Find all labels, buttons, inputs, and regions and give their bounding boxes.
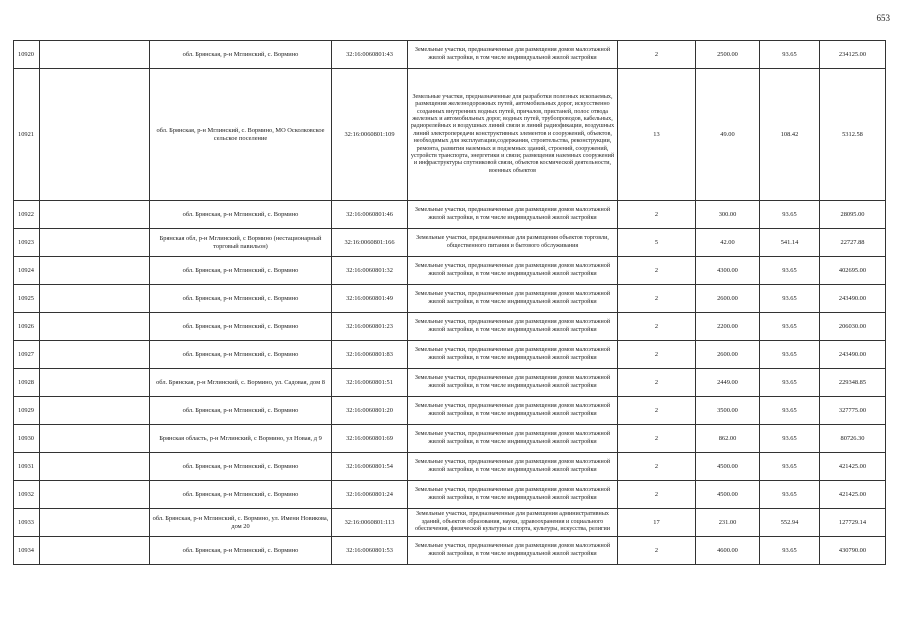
land-use-cell: Земельные участки, предназначенные для размещения домов малоэтажной жилой застройки, в том числе индивидуальной жилой застройки xyxy=(408,285,618,313)
table-row xyxy=(14,69,886,201)
cadastral-number-cell: 32:16:0060801:54 xyxy=(332,453,408,481)
table-row xyxy=(14,41,886,69)
table-row xyxy=(14,285,886,313)
group-code-cell: 2 xyxy=(618,453,696,481)
table-row xyxy=(14,453,886,481)
row-number: 10926 xyxy=(14,313,40,341)
specific-value-cell: 93.65 xyxy=(760,341,820,369)
blank-cell xyxy=(40,285,150,313)
table-row xyxy=(14,341,886,369)
row-number: 10934 xyxy=(14,537,40,565)
cadastral-value-cell: 80726.30 xyxy=(820,425,886,453)
specific-value-cell: 93.65 xyxy=(760,425,820,453)
land-use-cell: Земельные участки, предназначенные для размещения домов малоэтажной жилой застройки, в том числе индивидуальной жилой застройки xyxy=(408,425,618,453)
specific-value-cell: 93.65 xyxy=(760,41,820,69)
page-number: 653 xyxy=(876,13,890,23)
cadastral-number-cell: 32:16:0060801:49 xyxy=(332,285,408,313)
group-code-cell: 2 xyxy=(618,41,696,69)
cadastral-value-cell: 243490.00 xyxy=(820,341,886,369)
address-cell: Брянская обл, р-н Мглинский, с Вормино (нестационарный торговый павильон) xyxy=(150,229,332,257)
row-number: 10924 xyxy=(14,257,40,285)
table-row xyxy=(14,201,886,229)
land-use-cell: Земельные участки, предназначенные для разработки полезных ископаемых, размещения железнодорожных путей, автомобильных дорог, искусственно созданных внутренних водных путей, причалов, пристаней, полос отвода железных и автомобильных дорог, водных путей, трубопроводов, кабельных, радиорелейных и воздушных линий связи и линий радиофикации, воздушных линий электропередачи конструктивных элементов и сооружений, объектов, необходимых для эксплуатации,содержания, строительства, реконструкции, ремонта, развития наземных и подземных зданий, строений, сооружений, устройств транспорта, энергетики и связи; размещения наземных сооружений и инфраструктуры спутниковой связи, объектов космической деятельности, военных объектов xyxy=(408,69,618,201)
specific-value-cell: 93.65 xyxy=(760,481,820,509)
cadastral-number-cell: 32:16:0060801:51 xyxy=(332,369,408,397)
land-use-cell: Земельные участки, предназначенные для размещения объектов торговли, общественного питания и бытового обслуживания xyxy=(408,229,618,257)
area-cell: 2200.00 xyxy=(696,313,760,341)
cadastral-number-cell: 32:16:0060801:83 xyxy=(332,341,408,369)
row-number: 10920 xyxy=(14,41,40,69)
blank-cell xyxy=(40,481,150,509)
area-cell: 2449.00 xyxy=(696,369,760,397)
cadastral-value-cell: 127729.14 xyxy=(820,509,886,537)
cadastral-number-cell: 32:16:0060801:23 xyxy=(332,313,408,341)
blank-cell xyxy=(40,41,150,69)
group-code-cell: 2 xyxy=(618,201,696,229)
group-code-cell: 5 xyxy=(618,229,696,257)
table-row xyxy=(14,369,886,397)
land-use-cell: Земельные участки, предназначенные для размещения домов малоэтажной жилой застройки, в том числе индивидуальной жилой застройки xyxy=(408,257,618,285)
row-number: 10927 xyxy=(14,341,40,369)
address-cell: обл. Брянская, р-н Мглинский, с. Вормино xyxy=(150,201,332,229)
land-use-cell: Земельные участки, предназначенные для размещения домов малоэтажной жилой застройки, в том числе индивидуальной жилой застройки xyxy=(408,41,618,69)
land-use-cell: Земельные участки, предназначенные для размещения домов малоэтажной жилой застройки, в том числе индивидуальной жилой застройки xyxy=(408,201,618,229)
area-cell: 4300.00 xyxy=(696,257,760,285)
specific-value-cell: 552.94 xyxy=(760,509,820,537)
cadastral-value-cell: 421425.00 xyxy=(820,481,886,509)
cadastral-value-cell: 28095.00 xyxy=(820,201,886,229)
cadastral-value-cell: 402695.00 xyxy=(820,257,886,285)
cadastral-number-cell: 32:16:0060801:53 xyxy=(332,537,408,565)
blank-cell xyxy=(40,257,150,285)
address-cell: обл. Брянская, р-н Мглинский, с. Вормино xyxy=(150,41,332,69)
cadastral-value-cell: 327775.00 xyxy=(820,397,886,425)
land-use-cell: Земельные участки, предназначенные для размещения домов малоэтажной жилой застройки, в том числе индивидуальной жилой застройки xyxy=(408,537,618,565)
table-row xyxy=(14,257,886,285)
area-cell: 2500.00 xyxy=(696,41,760,69)
specific-value-cell: 93.65 xyxy=(760,201,820,229)
specific-value-cell: 93.65 xyxy=(760,257,820,285)
row-number: 10925 xyxy=(14,285,40,313)
cadastral-number-cell: 32:16:0060801:20 xyxy=(332,397,408,425)
cadastral-value-table xyxy=(13,40,886,565)
address-cell: обл. Брянская, р-н Мглинский, с. Вормино, ул. Имени Новикова, дом 20 xyxy=(150,509,332,537)
table-row xyxy=(14,537,886,565)
row-number: 10923 xyxy=(14,229,40,257)
blank-cell xyxy=(40,229,150,257)
group-code-cell: 2 xyxy=(618,257,696,285)
group-code-cell: 17 xyxy=(618,509,696,537)
specific-value-cell: 93.65 xyxy=(760,537,820,565)
group-code-cell: 2 xyxy=(618,537,696,565)
cadastral-number-cell: 32:16:0060801:69 xyxy=(332,425,408,453)
group-code-cell: 2 xyxy=(618,481,696,509)
blank-cell xyxy=(40,537,150,565)
cadastral-value-cell: 229348.85 xyxy=(820,369,886,397)
table-row xyxy=(14,481,886,509)
area-cell: 2600.00 xyxy=(696,341,760,369)
land-use-cell: Земельные участки, предназначенные для размещения административных зданий, объектов образования, науки, здравоохранения и социального обеспечения, физической культуры и спорта, культуры, искусства, религии xyxy=(408,509,618,537)
address-cell: обл. Брянская, р-н Мглинский, с. Вормино xyxy=(150,537,332,565)
cadastral-number-cell: 32:16:0060801:113 xyxy=(332,509,408,537)
specific-value-cell: 541.14 xyxy=(760,229,820,257)
cadastral-number-cell: 32:16:0060801:32 xyxy=(332,257,408,285)
blank-cell xyxy=(40,69,150,201)
address-cell: обл. Брянская, р-н Мглинский, с. Вормино xyxy=(150,481,332,509)
address-cell: обл. Брянская, р-н Мглинский, с. Вормино, МО Осколковское сельское поселение xyxy=(150,69,332,201)
land-use-cell: Земельные участки, предназначенные для размещения домов малоэтажной жилой застройки, в том числе индивидуальной жилой застройки xyxy=(408,369,618,397)
specific-value-cell: 93.65 xyxy=(760,369,820,397)
group-code-cell: 2 xyxy=(618,341,696,369)
cadastral-value-cell: 5312.58 xyxy=(820,69,886,201)
group-code-cell: 2 xyxy=(618,369,696,397)
cadastral-value-cell: 430790.00 xyxy=(820,537,886,565)
blank-cell xyxy=(40,509,150,537)
group-code-cell: 2 xyxy=(618,285,696,313)
cadastral-number-cell: 32:16:0060801:24 xyxy=(332,481,408,509)
address-cell: обл. Брянская, р-н Мглинский, с. Вормино xyxy=(150,453,332,481)
blank-cell xyxy=(40,341,150,369)
land-use-cell: Земельные участки, предназначенные для размещения домов малоэтажной жилой застройки, в том числе индивидуальной жилой застройки xyxy=(408,481,618,509)
cadastral-value-cell: 234125.00 xyxy=(820,41,886,69)
row-number: 10933 xyxy=(14,509,40,537)
table-row xyxy=(14,425,886,453)
address-cell: обл. Брянская, р-н Мглинский, с. Вормино xyxy=(150,313,332,341)
row-number: 10928 xyxy=(14,369,40,397)
land-use-cell: Земельные участки, предназначенные для размещения домов малоэтажной жилой застройки, в том числе индивидуальной жилой застройки xyxy=(408,397,618,425)
table-row xyxy=(14,397,886,425)
cadastral-number-cell: 32:16:0060801:166 xyxy=(332,229,408,257)
address-cell: обл. Брянская, р-н Мглинский, с. Вормино xyxy=(150,285,332,313)
land-use-cell: Земельные участки, предназначенные для размещения домов малоэтажной жилой застройки, в том числе индивидуальной жилой застройки xyxy=(408,341,618,369)
area-cell: 300.00 xyxy=(696,201,760,229)
cadastral-value-cell: 421425.00 xyxy=(820,453,886,481)
cadastral-number-cell: 32:16:0060801:43 xyxy=(332,41,408,69)
land-use-cell: Земельные участки, предназначенные для размещения домов малоэтажной жилой застройки, в том числе индивидуальной жилой застройки xyxy=(408,313,618,341)
address-cell: обл. Брянская, р-н Мглинский, с. Вормино xyxy=(150,257,332,285)
blank-cell xyxy=(40,201,150,229)
cadastral-value-cell: 243490.00 xyxy=(820,285,886,313)
blank-cell xyxy=(40,397,150,425)
specific-value-cell: 93.65 xyxy=(760,397,820,425)
group-code-cell: 2 xyxy=(618,425,696,453)
blank-cell xyxy=(40,453,150,481)
cadastral-value-cell: 22727.88 xyxy=(820,229,886,257)
address-cell: Брянская область, р-н Мглинский, с Вормино, ул Новая, д 9 xyxy=(150,425,332,453)
table-body xyxy=(14,41,886,565)
area-cell: 42.00 xyxy=(696,229,760,257)
area-cell: 862.00 xyxy=(696,425,760,453)
cadastral-number-cell: 32:16:0060801:109 xyxy=(332,69,408,201)
specific-value-cell: 108.42 xyxy=(760,69,820,201)
area-cell: 231.00 xyxy=(696,509,760,537)
area-cell: 2600.00 xyxy=(696,285,760,313)
blank-cell xyxy=(40,313,150,341)
table-row xyxy=(14,313,886,341)
row-number: 10921 xyxy=(14,69,40,201)
area-cell: 3500.00 xyxy=(696,397,760,425)
area-cell: 4500.00 xyxy=(696,481,760,509)
row-number: 10932 xyxy=(14,481,40,509)
specific-value-cell: 93.65 xyxy=(760,313,820,341)
land-use-cell: Земельные участки, предназначенные для размещения домов малоэтажной жилой застройки, в том числе индивидуальной жилой застройки xyxy=(408,453,618,481)
row-number: 10922 xyxy=(14,201,40,229)
specific-value-cell: 93.65 xyxy=(760,453,820,481)
address-cell: обл. Брянская, р-н Мглинский, с. Вормино, ул. Садовая, дом 8 xyxy=(150,369,332,397)
blank-cell xyxy=(40,369,150,397)
area-cell: 4500.00 xyxy=(696,453,760,481)
group-code-cell: 13 xyxy=(618,69,696,201)
area-cell: 49.00 xyxy=(696,69,760,201)
row-number: 10930 xyxy=(14,425,40,453)
specific-value-cell: 93.65 xyxy=(760,285,820,313)
cadastral-value-cell: 206030.00 xyxy=(820,313,886,341)
area-cell: 4600.00 xyxy=(696,537,760,565)
row-number: 10931 xyxy=(14,453,40,481)
row-number: 10929 xyxy=(14,397,40,425)
table-row xyxy=(14,229,886,257)
address-cell: обл. Брянская, р-н Мглинский, с. Вормино xyxy=(150,341,332,369)
address-cell: обл. Брянская, р-н Мглинский, с. Вормино xyxy=(150,397,332,425)
group-code-cell: 2 xyxy=(618,313,696,341)
cadastral-number-cell: 32:16:0060801:46 xyxy=(332,201,408,229)
group-code-cell: 2 xyxy=(618,397,696,425)
blank-cell xyxy=(40,425,150,453)
table-row xyxy=(14,509,886,537)
